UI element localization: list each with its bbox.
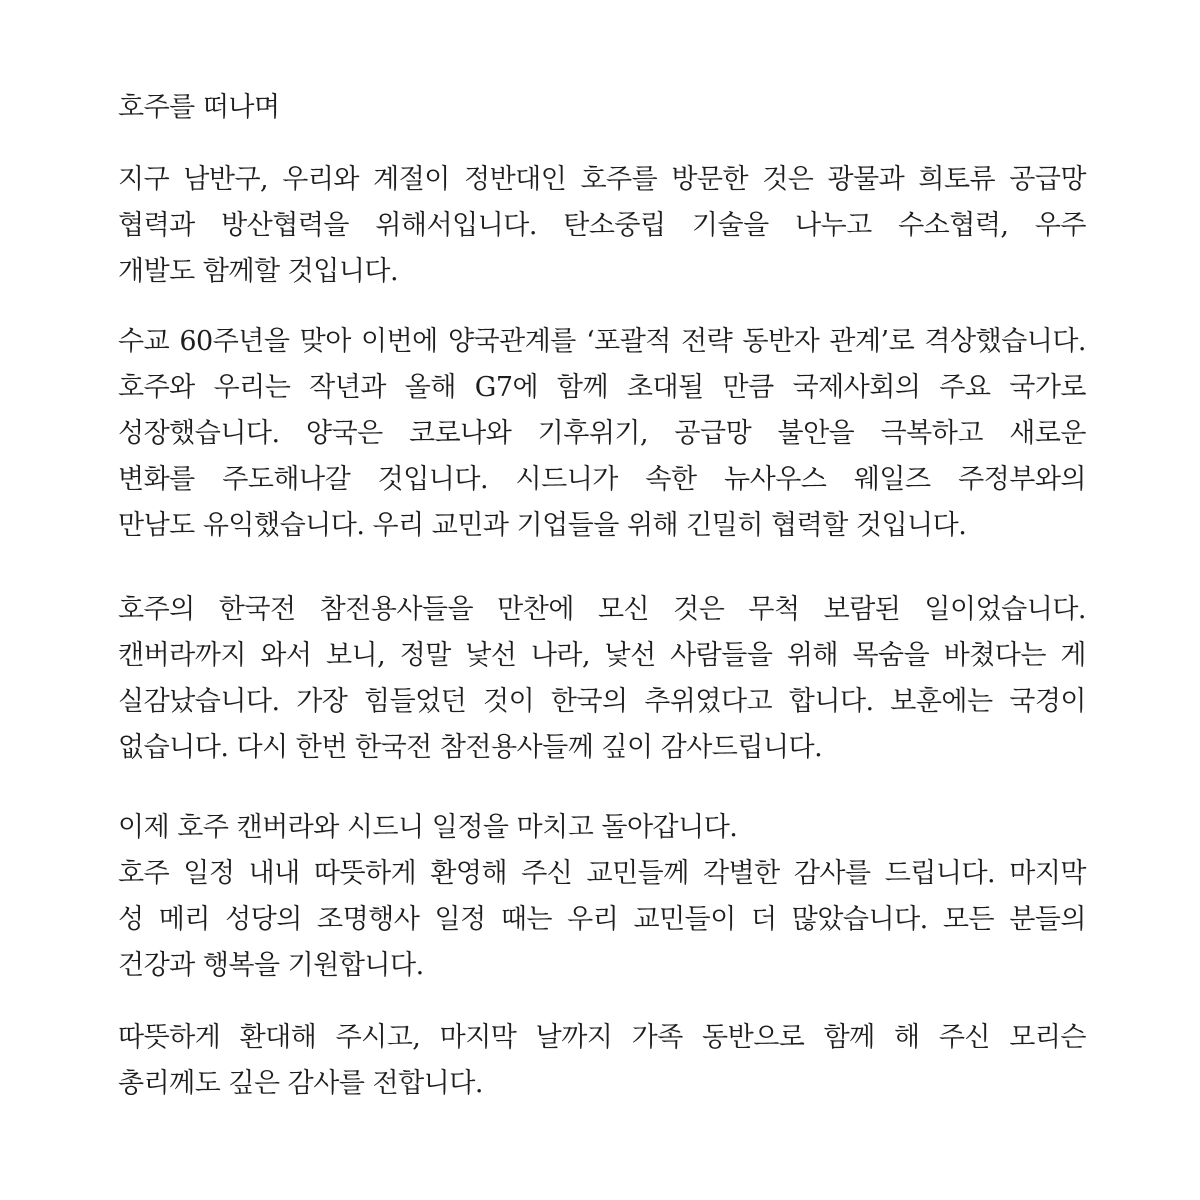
paragraph-line: 성 메리 성당의 조명행사 일정 때는 우리 교민들이 더 많았습니다. 모든 분들의 bbox=[118, 904, 1086, 935]
document-title: 호주를 떠나며 bbox=[118, 92, 280, 123]
paragraph-line: 협력과 방산협력을 위해서입니다. 탄소중립 기술을 나누고 수소협력, 우주 bbox=[118, 210, 1086, 241]
paragraph-line: 따뜻하게 환대해 주시고, 마지막 날까지 가족 동반으로 함께 해 주신 모리슨 bbox=[118, 1022, 1086, 1053]
paragraph-line: 변화를 주도해나갈 것입니다. 시드니가 속한 뉴사우스 웨일즈 주정부와의 bbox=[118, 464, 1086, 495]
paragraph-line: 호주와 우리는 작년과 올해 G7에 함께 초대될 만큼 국제사회의 주요 국가로 bbox=[118, 372, 1086, 403]
paragraph-line: 호주 일정 내내 따뜻하게 환영해 주신 교민들께 각별한 감사를 드립니다. 마지막 bbox=[118, 858, 1086, 889]
paragraph-line: 이제 호주 캔버라와 시드니 일정을 마치고 돌아갑니다. bbox=[118, 812, 738, 843]
paragraph-line: 만남도 유익했습니다. 우리 교민과 기업들을 위해 긴밀히 협력할 것입니다. bbox=[118, 510, 967, 541]
paragraph-line: 성장했습니다. 양국은 코로나와 기후위기, 공급망 불안을 극복하고 새로운 bbox=[118, 418, 1086, 449]
paragraph-line: 호주의 한국전 참전용사들을 만찬에 모신 것은 무척 보람된 일이었습니다. bbox=[118, 594, 1086, 625]
paragraph-line: 없습니다. 다시 한번 한국전 참전용사들께 깊이 감사드립니다. bbox=[118, 732, 823, 763]
paragraph-line: 총리께도 깊은 감사를 전합니다. bbox=[118, 1068, 483, 1099]
paragraph-line: 수교 60주년을 맞아 이번에 양국관계를 ‘포괄적 전략 동반자 관계’로 격상했습니다. bbox=[118, 326, 1086, 357]
paragraph-line: 실감났습니다. 가장 힘들었던 것이 한국의 추위였다고 합니다. 보훈에는 국경이 bbox=[118, 686, 1086, 717]
paragraph-line: 건강과 행복을 기원합니다. bbox=[118, 950, 424, 981]
paragraph-line: 캔버라까지 와서 보니, 정말 낯선 나라, 낯선 사람들을 위해 목숨을 바쳤다는 게 bbox=[118, 640, 1086, 671]
paragraph-line: 지구 남반구, 우리와 계절이 정반대인 호주를 방문한 것은 광물과 희토류 공급망 bbox=[118, 164, 1086, 195]
paragraph-line: 개발도 함께할 것입니다. bbox=[118, 256, 399, 287]
